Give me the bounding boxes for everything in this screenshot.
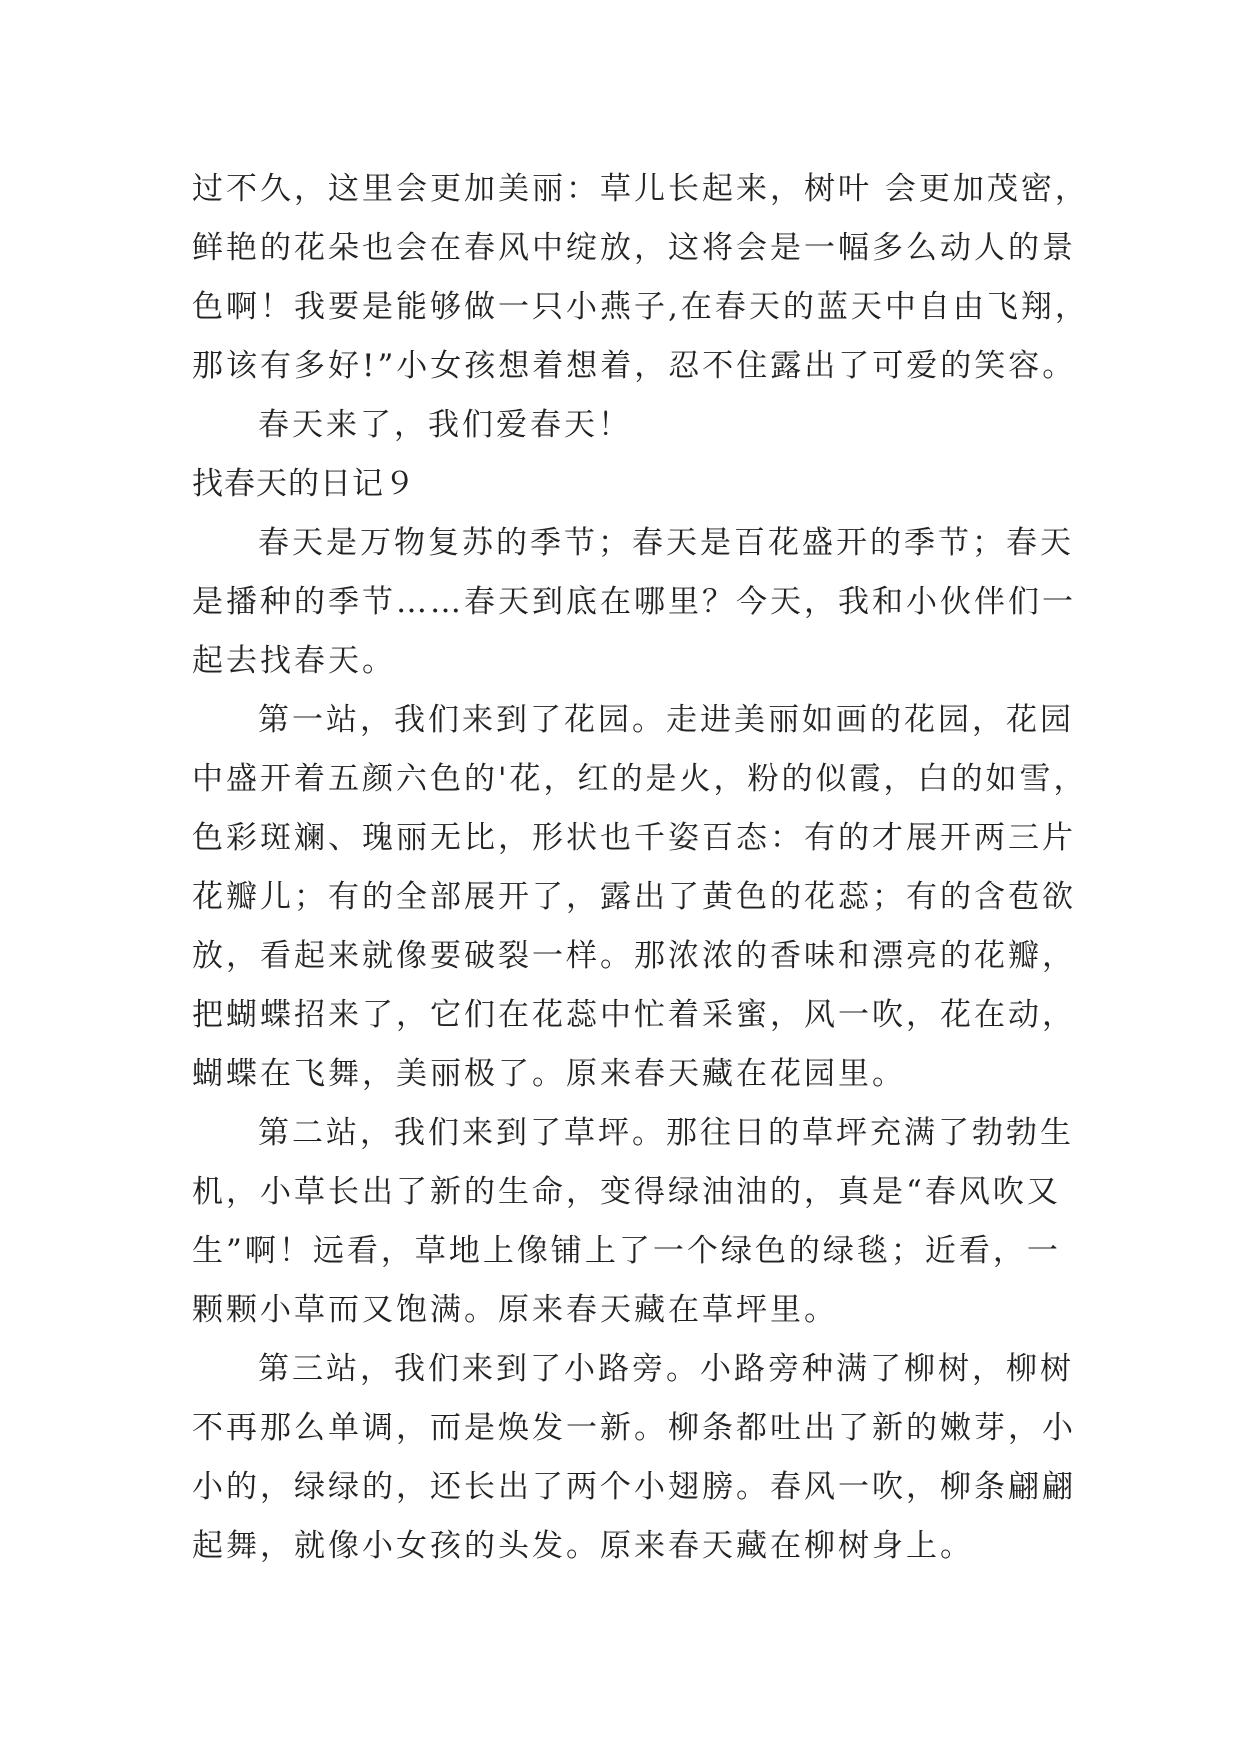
text-line: 放，看起来就像要破裂一样。那浓浓的香味和漂亮的花瓣， — [192, 938, 1076, 974]
text-line: 起去找春天。 — [192, 643, 396, 679]
section-heading: 找春天的日记９ — [192, 466, 416, 502]
text-line: 起舞，就像小女孩的头发。原来春天藏在柳树身上。 — [192, 1528, 974, 1564]
text-line: 把蝴蝶招来了，它们在花蕊中忙着采蜜，风一吹，花在动， — [192, 997, 1076, 1033]
text-line: 过不久，这里会更加美丽：草儿长起来，树叶 会更加茂密， — [192, 171, 1089, 207]
text-line: 颗颗小草而又饱满。原来春天藏在草坪里。 — [192, 1292, 838, 1328]
text-line: 不再那么单调，而是焕发一新。柳条都吐出了新的嫩芽，小 — [192, 1410, 1076, 1446]
text-line: 是播种的季节……春天到底在哪里？今天，我和小伙伴们一 — [192, 584, 1076, 620]
text-line: 蝴蝶在飞舞，美丽极了。原来春天藏在花园里。 — [192, 1056, 906, 1092]
text-line: 色啊！我要是能够做一只小燕子,在春天的蓝天中自由飞翔， — [192, 289, 1089, 325]
text-line: 那该有多好!”小女孩想着想着，忍不住露出了可爱的笑容。 — [192, 348, 1077, 384]
text-line: 色彩斑斓、瑰丽无比，形状也千姿百态：有的才展开两三片 — [192, 820, 1076, 856]
text-line: 中盛开着五颜六色的'花，红的是火，粉的似霞，白的如雪， — [192, 761, 1088, 797]
text-line: 春天来了，我们爱春天！ — [258, 407, 632, 443]
text-line: 春天是万物复苏的季节；春天是百花盛开的季节；春天 — [258, 525, 1074, 561]
text-line: 生”啊！远看，草地上像铺上了一个绿色的绿毯；近看，一 — [192, 1233, 1061, 1269]
text-line: 小的，绿绿的，还长出了两个小翅膀。春风一吹，柳条翩翩 — [192, 1469, 1076, 1505]
text-line: 第二站，我们来到了草坪。那往日的草坪充满了勃勃生 — [258, 1115, 1074, 1151]
document-body — [192, 160, 1092, 1576]
text-line: 第一站，我们来到了花园。走进美丽如画的花园，花园 — [258, 702, 1074, 738]
text-line: 鲜艳的花朵也会在春风中绽放，这将会是一幅多么动人的景 — [192, 230, 1076, 266]
text-line: 第三站，我们来到了小路旁。小路旁种满了柳树，柳树 — [258, 1351, 1074, 1387]
text-line: 机，小草长出了新的生命，变得绿油油的，真是“春风吹又 — [192, 1174, 1061, 1210]
text-line: 花瓣儿；有的全部展开了，露出了黄色的花蕊；有的含苞欲 — [192, 879, 1076, 915]
